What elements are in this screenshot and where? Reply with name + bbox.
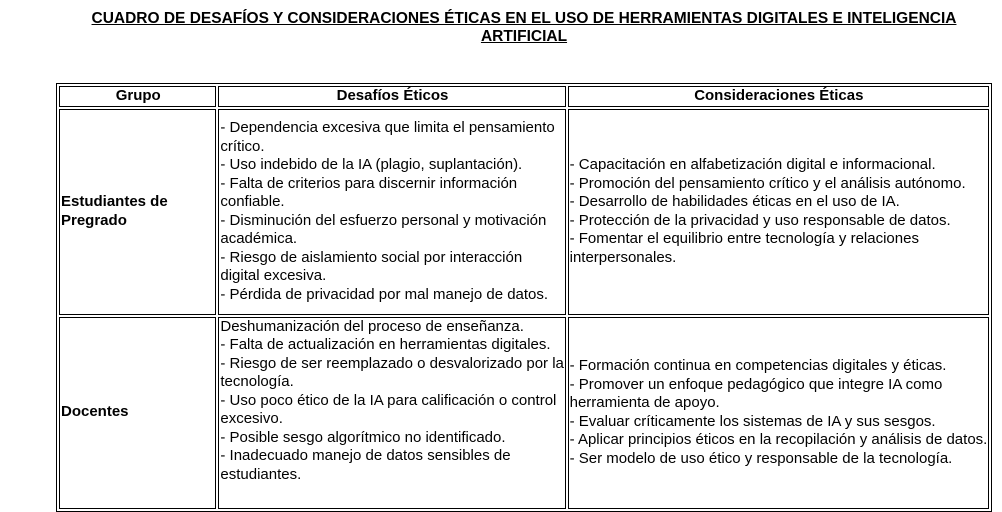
header-challenges: Desafíos Éticos [218, 86, 565, 107]
considerations-cell [568, 317, 989, 509]
consideration-item: - Protección de la privacidad y uso responsable de datos. [569, 211, 951, 229]
considerations-cell [568, 109, 989, 315]
table-row [59, 109, 989, 315]
challenge-item: - Falta de criterios para discernir información confiable. [220, 174, 518, 210]
table-row [59, 317, 989, 509]
challenges-cell [218, 317, 565, 509]
challenges-cell [218, 109, 565, 315]
consideration-item: - Promover un enfoque pedagógico que integre IA como herramienta de apoyo. [569, 375, 943, 411]
ethics-table-container [56, 83, 992, 512]
challenge-item: - Riesgo de ser reemplazado o desvalorizado por la tecnología. [220, 354, 564, 390]
group-cell: Docentes [59, 317, 216, 509]
consideration-item: - Evaluar críticamente los sistemas de IA y sus sesgos. [569, 412, 936, 430]
challenge-item: - Uso poco ético de la IA para calificación o control excesivo. [220, 391, 557, 427]
challenge-item: - Inadecuado manejo de datos sensibles de estudiantes. [220, 447, 511, 483]
consideration-item: - Capacitación en alfabetización digital e informacional. [569, 156, 936, 173]
consideration-item: - Aplicar principios éticos en la recopilación y análisis de datos. [569, 431, 988, 448]
challenge-item: - Uso indebido de la IA (plagio, suplantación). [220, 156, 523, 173]
group-cell: Estudiantes de Pregrado [59, 109, 216, 315]
consideration-item: - Ser modelo de uso ético y responsable de la tecnología. [569, 449, 953, 467]
challenge-item: - Riesgo de aislamiento social por interacción digital excesiva. [220, 248, 523, 284]
challenge-item: - Falta de actualización en herramientas digitales. [220, 336, 551, 353]
challenge-item: - Dependencia excesiva que limita el pensamiento crítico. [220, 119, 555, 155]
consideration-item: - Desarrollo de habilidades éticas en el uso de IA. [569, 193, 900, 210]
table-header-row [59, 86, 989, 107]
consideration-item: - Promoción del pensamiento crítico y el análisis autónomo. [569, 174, 966, 192]
header-considerations: Consideraciones Éticas [568, 86, 989, 107]
challenge-item: Deshumanización del proceso de enseñanza. [220, 317, 524, 335]
challenge-item: - Disminución del esfuerzo personal y motivación académica. [220, 211, 547, 247]
ethics-table [56, 83, 992, 512]
consideration-item: - Formación continua en competencias digitales y éticas. [569, 357, 947, 374]
document-title: CUADRO DE DESAFÍOS Y CONSIDERACIONES ÉTICAS EN EL USO DE HERRAMIENTAS DIGITALES E INTELIGENCIA ARTIFICIAL [91, 10, 957, 45]
header-group: Grupo [59, 86, 216, 107]
challenge-item: - Pérdida de privacidad por mal manejo de datos. [220, 285, 549, 303]
consideration-item: - Fomentar el equilibrio entre tecnología y relaciones interpersonales. [569, 230, 919, 266]
challenge-item: - Posible sesgo algorítmico no identificado. [220, 428, 506, 446]
